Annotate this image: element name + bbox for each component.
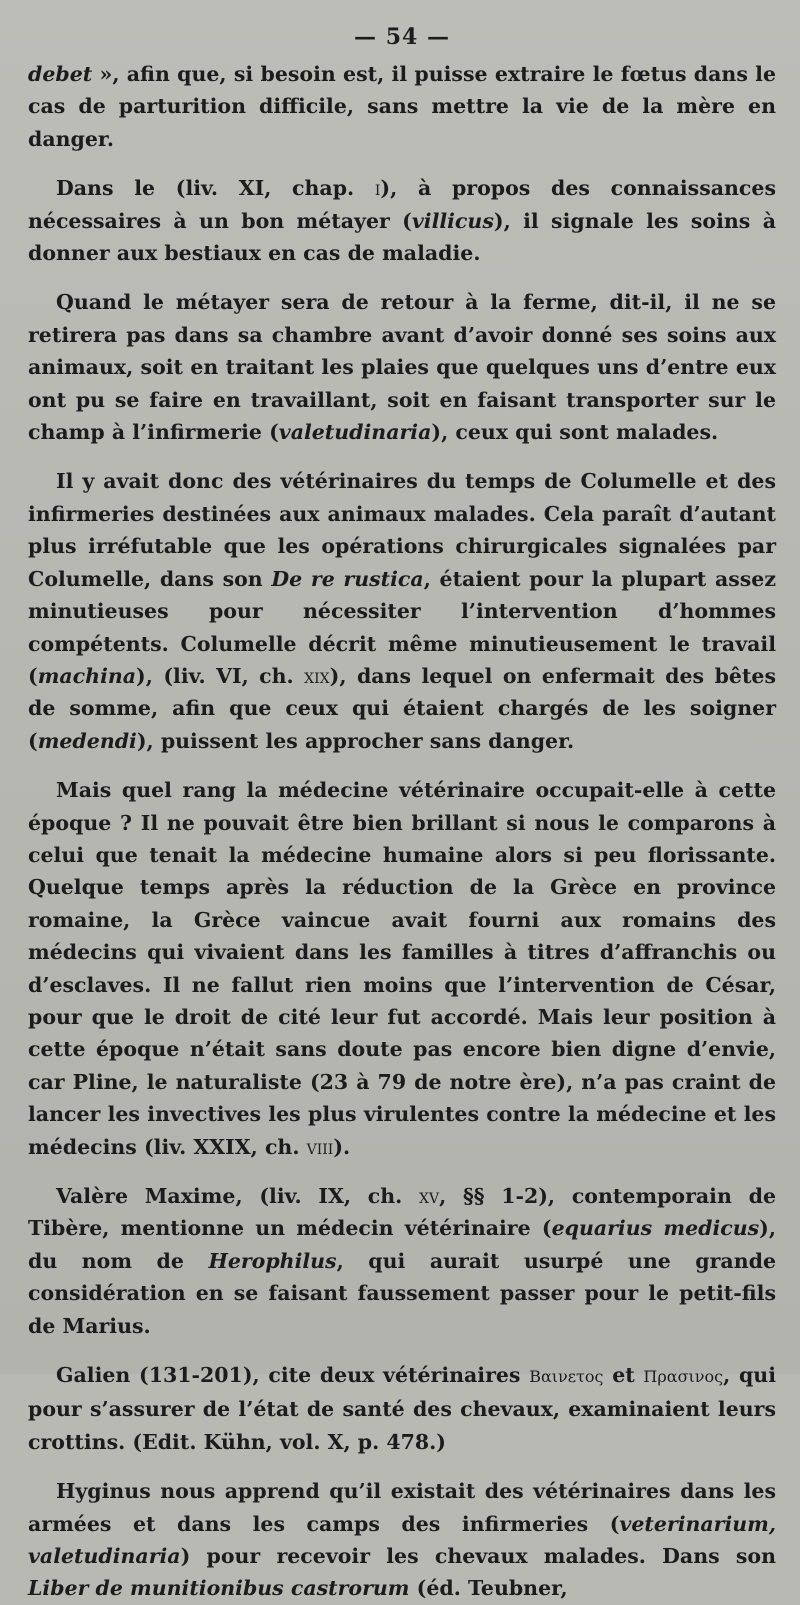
text-run: ), dans lequel on enfermait des bêtes de somme, afin que ceux qui étaient chargés de les soigner ( (28, 663, 776, 753)
greek-name: Βαινετος (529, 1367, 604, 1387)
text-run: Galien (131-201), cite deux vétérinaires (56, 1363, 530, 1388)
paragraph-veterinaires-columelle (28, 465, 776, 757)
text-run: ). (333, 1134, 351, 1159)
text-run: ), il signale les soins à donner aux bestiaux en cas de maladie. (28, 208, 776, 266)
italic-term: Liber de munitionibus castrorum (28, 1576, 410, 1601)
text-run: et (603, 1363, 644, 1388)
roman-numeral: xv (419, 1184, 440, 1208)
text-run: Mais quel rang la médecine vétérinaire occupait-elle à cette époque ? Il ne pouvait être bien brillant si nous le comparons à celui que tenait la médecine humaine alors si peu florissante. Quelque temps après la réduction de la Grèce en province romaine, la Grèce vaincue avait fourni aux romains des médecins qui vivaient dans les familles à titres d’affranchis ou d’esclaves. Il ne fallut rien moins que l’intervention de César, pour que le droit de cité leur fut accordé. Mais leur position à cette époque n’était sans doute pas encore bien digne d’envie, car Pline, le naturaliste (23 à 79 de notre ère), n’a pas craint de lancer les invectives les plus virulentes contre la médecine et les médecins (liv. XXIX, ch. (28, 778, 776, 1159)
text-run: ), à propos des connaissances nécessaires à un bon métayer ( (28, 176, 776, 233)
text-run: , §§ 1-2), contemporain de Tibère, mentionne un médecin vétérinaire ( (28, 1184, 777, 1241)
italic-term: villicus (411, 208, 494, 233)
text-run: Dans le (liv. XI, chap. (56, 176, 375, 201)
italic-term: Herophilus (208, 1248, 337, 1273)
italic-term: De re rustica (271, 566, 424, 591)
greek-name: Πρασινος (643, 1367, 724, 1387)
text-run: Valère Maxime, (liv. IX, ch. (56, 1184, 420, 1208)
paragraph-hyginus (28, 1475, 776, 1605)
paragraph-rang-medecine (28, 774, 776, 1163)
text-run: Quand le métayer sera de retour à la ferme, dit-il, il ne se retirera pas dans sa chambre avant d’avoir donné ses soins aux animaux, soit en traitant les plaies que quelques uns d’entre eux ont pu se faire en travaillant, soit en faisant transporter sur le champ à l’infirmerie ( (28, 290, 776, 445)
text-run: ), puissent les approcher sans danger. (136, 728, 575, 753)
paragraph-valere-maxime (28, 1180, 776, 1342)
text-run: Il y avait donc des vétérinaires du temps de Columelle et des infirmeries destinées aux animaux malades. Cela paraît d’autant plus irréfutable que les opérations chirurgicales signalées par Columelle, dans son (28, 469, 776, 591)
roman-numeral: xix (304, 663, 330, 688)
text-run: », afin que, si besoin est, il puisse extraire le fœtus dans le cas de parturition difficile, sans mettre la vie de la mère en danger. (28, 62, 776, 151)
text-run: ) pour recevoir les chevaux malades. Dans son (180, 1544, 776, 1569)
text-run: ), (liv. VI, ch. (136, 663, 305, 688)
roman-numeral: viii (306, 1134, 334, 1159)
roman-numeral: i (374, 176, 381, 201)
text-run: , étaient pour la plupart assez minutieuses pour nécessiter l’intervention d’hommes compétents. Columelle décrit même minutieusement le travail ( (28, 566, 776, 688)
italic-term: valetudinaria (278, 420, 432, 445)
text-run: ), du nom de (28, 1216, 777, 1273)
text-run: , qui aurait usurpé une grande considération en se faisant faussement passer pour le petit-fils de Marius. (28, 1248, 776, 1338)
text-run: Hyginus nous apprend qu’il existait des vétérinaires dans les armées et dans les camps des infirmeries ( (28, 1479, 776, 1536)
paragraph-columelle-metayer (28, 172, 776, 269)
italic-term: machina (37, 663, 137, 688)
paragraph-retour-ferme (28, 286, 776, 448)
italic-term: equarius medicus (551, 1216, 760, 1241)
text-run: ), ceux qui sont malades. (431, 420, 719, 445)
italic-term: debet (28, 62, 93, 86)
italic-term: medendi (37, 728, 137, 753)
paragraph-continuation (28, 58, 776, 155)
page-number: — 54 — (354, 24, 450, 50)
text-run: (éd. Teubner, (409, 1576, 568, 1601)
italic-term: veterinarium, valetudinaria (28, 1511, 776, 1569)
text-run: , qui pour s’assurer de l’état de santé des chevaux, examinaient leurs crottins. (Edit. Kühn, vol. X, p. 478.) (28, 1363, 776, 1454)
